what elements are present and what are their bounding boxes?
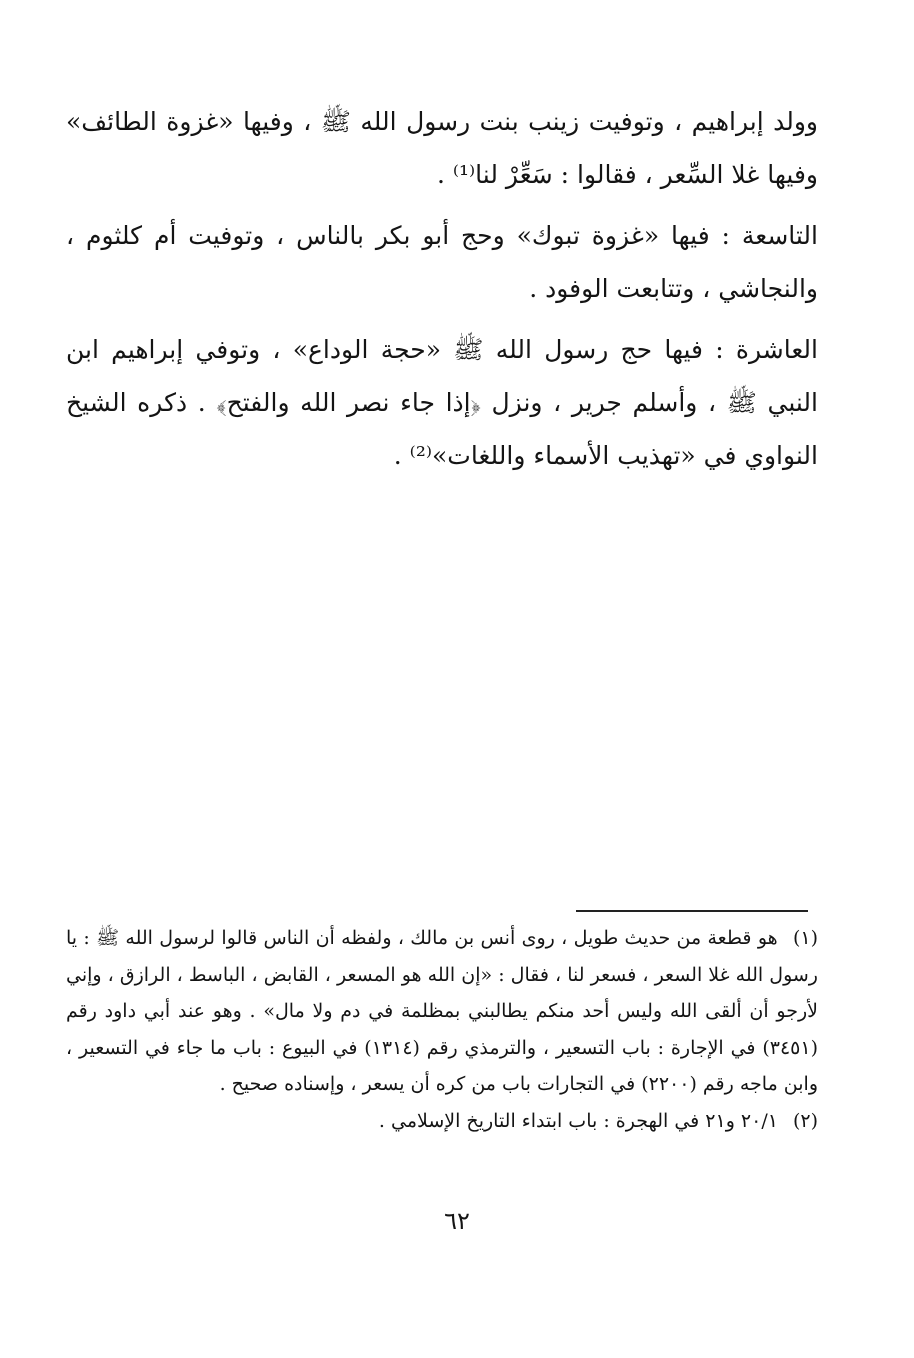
paragraph-1: وولد إبراهيم ، وتوفيت زينب بنت رسول الله ﷺ ، وفيها «غزوة الطائف» وفيها غلا السِّعر ، فقالوا : سَعِّرْ لنا⁽¹⁾ . (66, 107, 818, 189)
main-text (66, 95, 818, 490)
footnote-1 (66, 920, 818, 1103)
page-number: ٦٢ (444, 1207, 470, 1235)
footnote-1-marker: (١) (792, 927, 818, 949)
footnotes (66, 920, 818, 1139)
footnote-2 (66, 1103, 818, 1140)
footnote-divider (576, 910, 808, 912)
paragraph-2: التاسعة : فيها «غزوة تبوك» وحج أبو بكر بالناس ، وتوفيت أم كلثوم ، والنجاشي ، وتتابعت الوفود . (66, 221, 818, 303)
footnote-1-text: هو قطعة من حديث طويل ، روى أنس بن مالك ، ولفظه أن الناس قالوا لرسول الله ﷺ : يا رسول الله غلا السعر ، فسعر لنا ، فقال : «إن الله هو المسعر ، القابض ، الباسط ، الرازق ، وإني لأرجو أن ألقى الله وليس أحد منكم يطالبني بمظلمة في دم ولا مال» . وهو عند أبي داود رقم (٣٤٥١) في الإجارة : باب التسعير ، والترمذي رقم (١٣١٤) في البيوع : باب ما جاء في التسعير ، وابن ماجه رقم (٢٢٠٠) في التجارات باب من كره أن يسعر ، وإسناده صحيح . (66, 927, 819, 1095)
paragraph-3: العاشرة : فيها حج رسول الله ﷺ «حجة الوداع» ، وتوفي إبراهيم ابن النبي ﷺ ، وأسلم جرير ، ونزل ﴿إذا جاء نصر الله والفتح﴾ . ذكره الشيخ النواوي في «تهذيب الأسماء واللغات»⁽²⁾ . (66, 335, 818, 470)
footnote-2-text: ٢٠/١ و٢١ في الهجرة : باب ابتداء التاريخ الإسلامي . (378, 1109, 778, 1132)
footnote-2-marker: (٢) (792, 1109, 818, 1132)
